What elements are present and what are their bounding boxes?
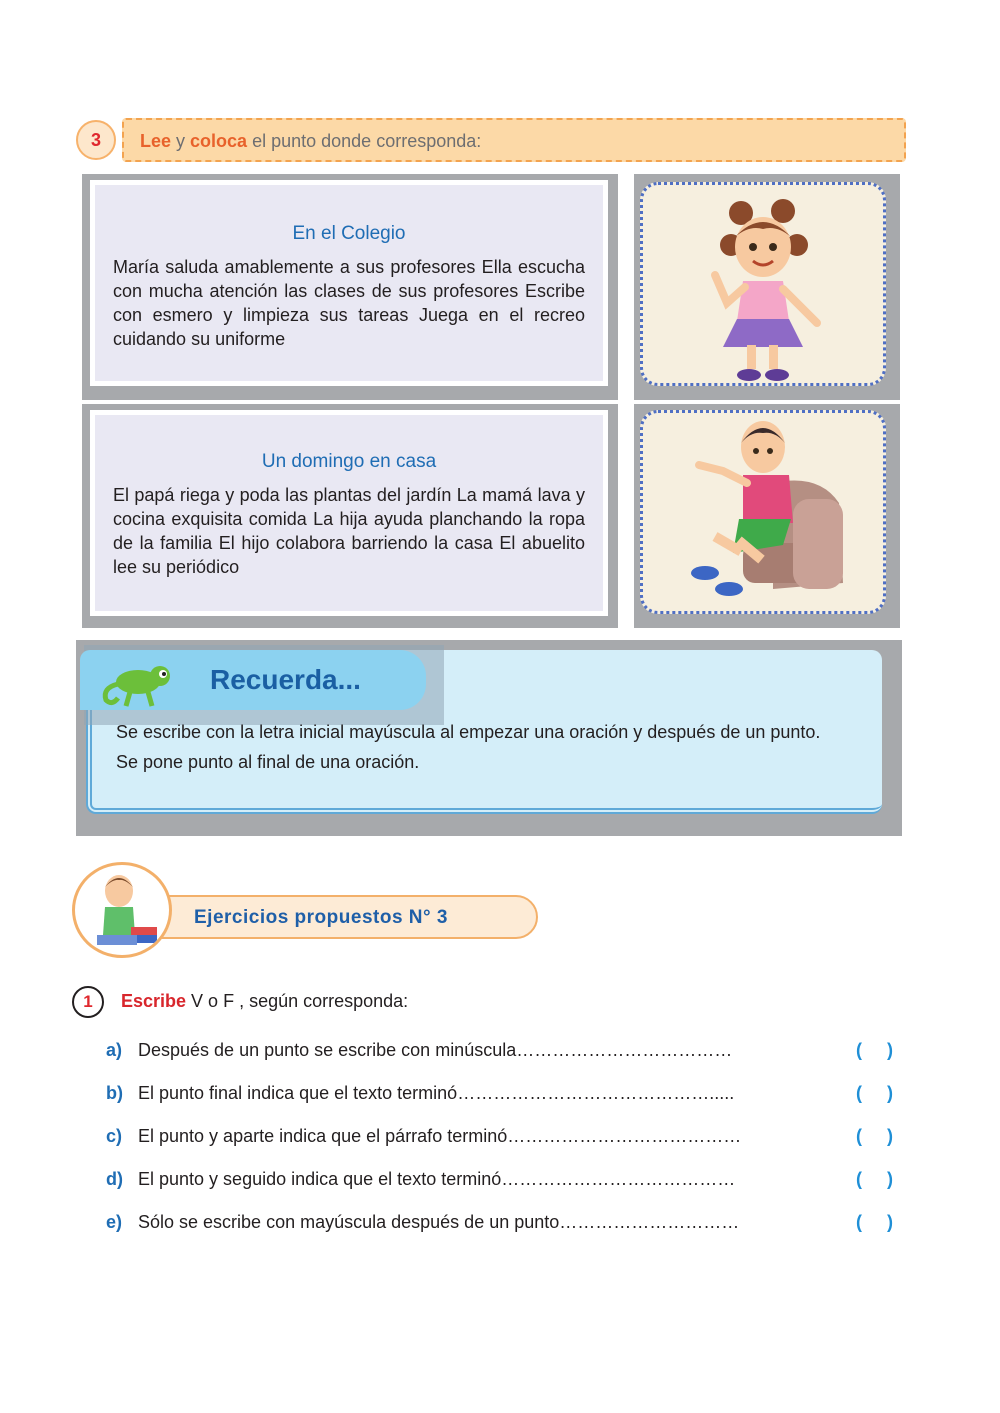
item-text: Después de un punto se escribe con minúscula……………………………… xyxy=(138,1040,733,1060)
recuerda-line-1: Se escribe con la letra inicial mayúscula al empezar una oración y después de un punto. xyxy=(116,722,821,742)
story-1-card xyxy=(90,180,608,386)
answer-blank[interactable]: ( ) xyxy=(856,1212,893,1232)
recuerda-line-2: Se pone punto al final de una oración. xyxy=(116,752,420,772)
answer-blank[interactable]: ( ) xyxy=(856,1126,893,1146)
recuerda-title: Recuerda... xyxy=(210,664,361,695)
story-1-title: En el Colegio xyxy=(292,223,406,244)
item-letter: b) xyxy=(106,1083,123,1103)
item-letter: a) xyxy=(106,1040,123,1060)
item-letter: c) xyxy=(106,1126,123,1146)
boy-illustration xyxy=(640,410,886,614)
girl-waving-icon xyxy=(643,185,883,383)
story-1-body: María saluda amablemente a sus profesores Ella escucha con mucha atención las clases de sus profesores Escribe con esmero y limpieza sus tareas Juega en el recreo cuidando su uniforme xyxy=(113,257,585,349)
item-text: El punto y aparte indica que el párrafo terminó………………………………… xyxy=(138,1126,742,1146)
girl-illustration xyxy=(640,182,886,386)
exercise-item xyxy=(106,1040,906,1064)
exercise-instruction-rest: V o F , según corresponda: xyxy=(186,991,409,1011)
exercise-instruction xyxy=(121,991,408,1012)
story-2-title: Un domingo en casa xyxy=(261,451,437,472)
story-2-body: El papá riega y poda las plantas del jardín La mamá lava y cocina exquisita comida La hija ayuda planchando la ropa de la familia El hijo colabora barriendo la casa El abuelito lee su periódico xyxy=(113,485,585,577)
recuerda-text xyxy=(116,720,856,774)
item-letter: d) xyxy=(106,1169,123,1189)
answer-blank[interactable]: ( ) xyxy=(856,1083,893,1103)
item-text: El punto final indica que el texto terminó……………………………………..... xyxy=(138,1083,735,1103)
answer-blank[interactable]: ( ) xyxy=(856,1040,893,1060)
chameleon-icon xyxy=(96,654,186,714)
answer-blank[interactable]: ( ) xyxy=(856,1169,893,1189)
ejercicios-avatar xyxy=(72,862,172,958)
exercise-item xyxy=(106,1126,906,1150)
instruction-keyword-lee: Lee xyxy=(140,131,172,151)
item-text: El punto y seguido indica que el texto terminó………………………………… xyxy=(138,1169,736,1189)
ejercicios-title: Ejercicios propuestos N° 3 xyxy=(146,895,538,939)
exercise-keyword: Escribe xyxy=(121,991,187,1011)
exercise-item xyxy=(106,1083,906,1107)
boy-reading-icon xyxy=(75,865,171,957)
instruction-keyword-coloca: coloca xyxy=(190,131,248,151)
instruction-connector: y xyxy=(171,131,191,151)
instruction-rest: el punto donde corresponda: xyxy=(247,131,482,151)
item-letter: e) xyxy=(106,1212,123,1232)
section-number-badge: 3 xyxy=(76,120,116,160)
story-2-card xyxy=(90,410,608,616)
exercise-item xyxy=(106,1169,906,1193)
section-instruction xyxy=(122,118,906,162)
exercise-number-badge: 1 xyxy=(72,986,104,1018)
item-text: Sólo se escribe con mayúscula después de un punto………………………… xyxy=(138,1212,740,1232)
boy-sitting-icon xyxy=(643,413,883,611)
exercise-item xyxy=(106,1212,906,1236)
